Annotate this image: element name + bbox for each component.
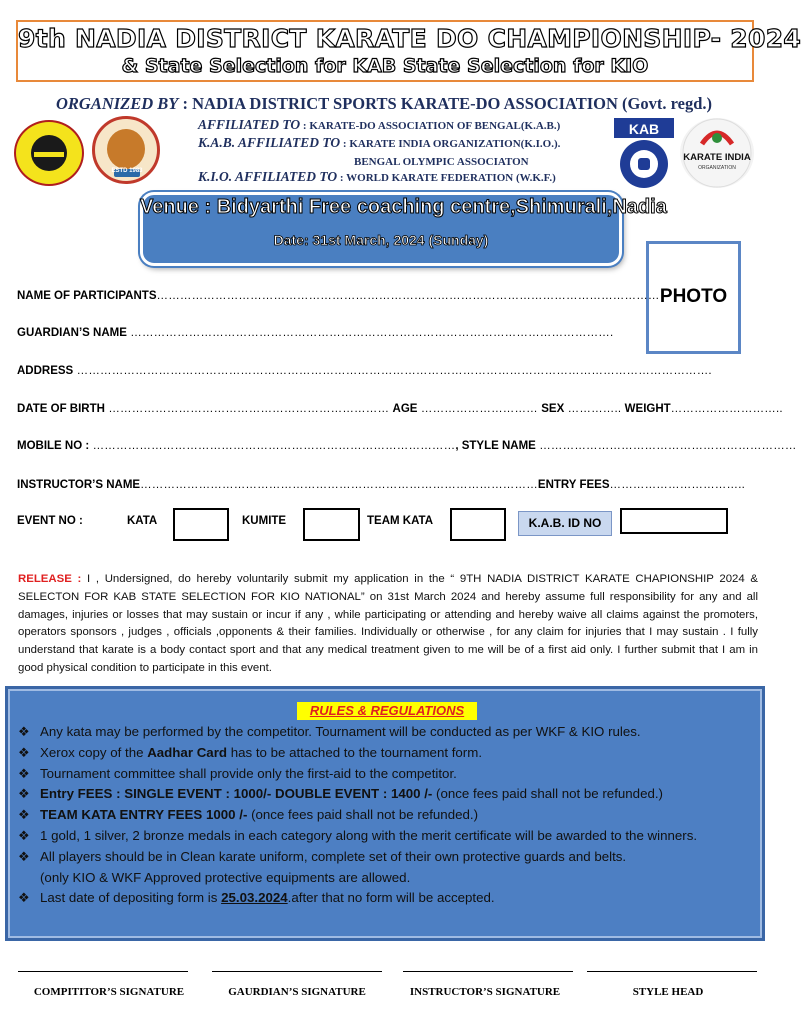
participant-name-field[interactable]: NAME OF PARTICIPANTS………………………………………………………………………………………………………………… <box>17 290 660 302</box>
affiliation-2 <box>198 134 560 152</box>
karate-belt-logo <box>14 120 84 186</box>
team-kata-label: TEAM KATA <box>367 515 434 527</box>
instructor-signature-line[interactable] <box>403 971 573 972</box>
diamond-bullet-icon: ❖ <box>18 848 30 864</box>
kata-checkbox[interactable] <box>173 508 229 541</box>
rule-item <box>18 784 756 805</box>
instructor-fees-row <box>17 479 745 491</box>
rules-title: RULES & REGULATIONS <box>297 702 477 720</box>
age-input[interactable]: ………………………… <box>417 403 542 415</box>
rule-item <box>18 888 756 909</box>
rule-text: Any kata may be performed by the competitor. Tournament will be conducted as per WKF & KIO rules. <box>40 724 641 739</box>
photo-label: PHOTO <box>659 286 728 307</box>
affiliation-3-key: K.I.O. AFFILIATED TO <box>198 169 338 184</box>
sex-label: SEX <box>541 403 565 415</box>
karate-india-logo <box>680 118 754 188</box>
rule-text-bold: Aadhar Card <box>147 744 227 760</box>
rule-text: (once fees paid shall not be refunded.) <box>432 786 663 802</box>
dob-input[interactable]: ……………………………………………………………… <box>104 403 393 415</box>
rule-text: has to be attached to the tournament form. <box>227 744 483 760</box>
style-head-label: STYLE HEAD <box>632 986 704 998</box>
style-label: , STYLE NAME <box>455 440 536 452</box>
last-date: 25.03.2024 <box>221 890 288 906</box>
instructor-signature-label: INSTRUCTOR’S SIGNATURE <box>409 986 561 998</box>
event-no-label: EVENT NO : <box>17 515 83 527</box>
rules-list <box>18 722 756 909</box>
organizer-line <box>0 94 768 114</box>
diamond-bullet-icon: ❖ <box>18 807 30 823</box>
rule-text: .after that no form will be accepted. <box>287 890 495 906</box>
competitor-signature-label: COMPITITOR’S SIGNATURE <box>33 986 185 998</box>
tiger-head <box>107 129 145 169</box>
guardian-name-label: GUARDIAN’S NAME <box>17 327 127 339</box>
rule-text: Tournament committee shall provide only the first-aid to the competitor. <box>40 765 457 781</box>
venue-text: Venue : Bidyarthi Free coaching centre,Shimurali,Nadia <box>140 196 667 218</box>
affiliation-1 <box>198 116 560 134</box>
affiliation-3-value: : WORLD KARATE FEDERATION (W.K.F.) <box>337 172 556 184</box>
event-date: Date: 31st March, 2024 (Sunday) <box>273 232 489 248</box>
mobile-style-row <box>17 440 797 452</box>
release-text: I , Undersigned, do hereby voluntarily submit my application in the “ 9TH NADIA DISTRICT KARATE CHAPIONSHIP 2024 & SELECTON FOR KAB STATE SELECTION FOR KIO NATIONAL” on 31st March 2024 and hereby assume full responsibility for any and all damages, injuries or losses that may sustain or incur if any , while participating or attending and hereby waive all claims against the promoters, operators sponsors , judges , officials ,opponents & their families. Individually or otherwise , for any claim for injuries that I may sustain . I fully understand that karate is a body contact sport and that any medical treatment given to me will be of a first aid only. I further submit that I am in good physical condition to participate in this event. <box>18 573 758 674</box>
weight-label: WEIGHT <box>624 403 671 415</box>
dob-label: DATE OF BIRTH <box>17 403 105 415</box>
team-kata-checkbox[interactable] <box>450 508 506 541</box>
kab-logo-text: KAB <box>628 121 660 137</box>
rule-text-bold: TEAM KATA ENTRY FEES 1000 /- <box>40 807 248 823</box>
affiliation-2-key: K.A.B. AFFILIATED TO <box>198 135 341 150</box>
participant-name-label: NAME OF PARTICIPANTS <box>17 290 157 302</box>
affiliation-2-value: : KARATE INDIA ORGANIZATION(K.I.O.). <box>340 138 561 150</box>
affiliation-2-value2: BENGAL OLYMPIC ASSOCIATON <box>354 156 529 168</box>
affiliation-3 <box>198 168 556 186</box>
kata-label: KATA <box>127 515 158 527</box>
rule-text: 1 gold, 1 silver, 2 bronze medals in each category along with the merit certificate will be awarded to the winners. <box>40 827 698 843</box>
affiliation-1-value: : KARATE-DO ASSOCIATION OF BENGAL(K.A.B.) <box>300 120 561 132</box>
mobile-label: MOBILE NO : <box>17 440 90 452</box>
ki-logo-sub: ORGANIZATION <box>698 165 736 171</box>
kab-logo <box>614 118 674 190</box>
instructor-input[interactable]: ………………………………………………………………………………………… <box>140 479 538 491</box>
logo-belt <box>34 152 64 157</box>
weight-input[interactable]: ……………………….. <box>670 403 783 415</box>
age-label: AGE <box>392 403 418 415</box>
release-label: RELEASE : <box>18 573 82 585</box>
rule-item <box>18 805 756 826</box>
ki-logo-text: KARATE INDIA <box>683 152 751 163</box>
mobile-input[interactable]: ………………………………………………………………………………… <box>89 440 456 452</box>
kab-id-input[interactable] <box>620 508 728 534</box>
sex-input[interactable]: ………….. <box>564 403 625 415</box>
diamond-bullet-icon: ❖ <box>18 786 30 802</box>
rule-text: All players should be in Clean karate uniform, complete set of their own protective guards and belts. <box>40 848 627 864</box>
rule-item <box>18 764 756 785</box>
diamond-bullet-icon: ❖ <box>18 827 30 843</box>
diamond-bullet-icon: ❖ <box>18 724 30 739</box>
rule-item <box>18 743 756 764</box>
guardian-name-field[interactable]: GUARDIAN’S NAME ……………………………………………………………………………………………………………. <box>17 327 614 339</box>
address-field[interactable]: ADDRESS ………………………………………………………………………………………………………………………………………………. <box>17 365 712 377</box>
instructor-label: INSTRUCTOR’S NAME <box>17 479 141 491</box>
rule-item <box>18 826 756 847</box>
event-title: 9th NADIA DISTRICT KARATE DO CHAMPIONSHIP- 2024 <box>18 24 801 53</box>
dob-age-sex-weight-row <box>17 403 783 415</box>
kumite-label: KUMITE <box>242 515 287 527</box>
rule-text: (once fees paid shall not be refunded.) <box>247 807 479 823</box>
release-paragraph <box>18 571 758 678</box>
title-box <box>16 20 801 82</box>
affiliation-1-key: AFFILIATED TO <box>198 117 301 132</box>
rule-item <box>18 722 756 743</box>
rule-text: (only KIO & WKF Approved protective equipments are allowed. <box>40 869 411 885</box>
rule-text: Xerox copy of the <box>40 744 148 760</box>
rule-text: Last date of depositing form is <box>40 890 222 906</box>
style-input[interactable]: ………………………………………………………… <box>535 440 797 452</box>
diamond-bullet-icon: ❖ <box>18 890 30 906</box>
organized-value: : NADIA DISTRICT SPORTS KARATE-DO ASSOCIATION (Govt. regd.) <box>178 94 712 113</box>
organized-label: ORGANIZED BY <box>56 94 179 113</box>
kab-id-label: K.A.B. ID NO <box>518 511 612 536</box>
event-subtitle: & State Selection for KAB State Selection for KIO <box>121 55 649 77</box>
diamond-bullet-icon: ❖ <box>18 744 30 760</box>
entry-fees-input[interactable]: …………………………….. <box>609 479 745 491</box>
address-label: ADDRESS <box>17 365 74 377</box>
diamond-bullet-icon: ❖ <box>18 765 30 781</box>
kumite-checkbox[interactable] <box>303 508 360 541</box>
rule-text-bold: Entry FEES : SINGLE EVENT : 1000/- DOUBLE EVENT : 1400 /- <box>40 786 433 802</box>
tiger-emblem-logo <box>92 116 160 184</box>
guardian-signature-label: GAURDIAN’S SIGNATURE <box>228 986 366 998</box>
rule-item <box>18 847 756 889</box>
entry-fees-label: ENTRY FEES <box>537 479 610 491</box>
competitor-signature-line[interactable] <box>18 971 188 972</box>
style-head-signature-line[interactable] <box>587 971 757 972</box>
logo-year: ESTD 1983 <box>111 168 143 174</box>
guardian-signature-line[interactable] <box>212 971 382 972</box>
